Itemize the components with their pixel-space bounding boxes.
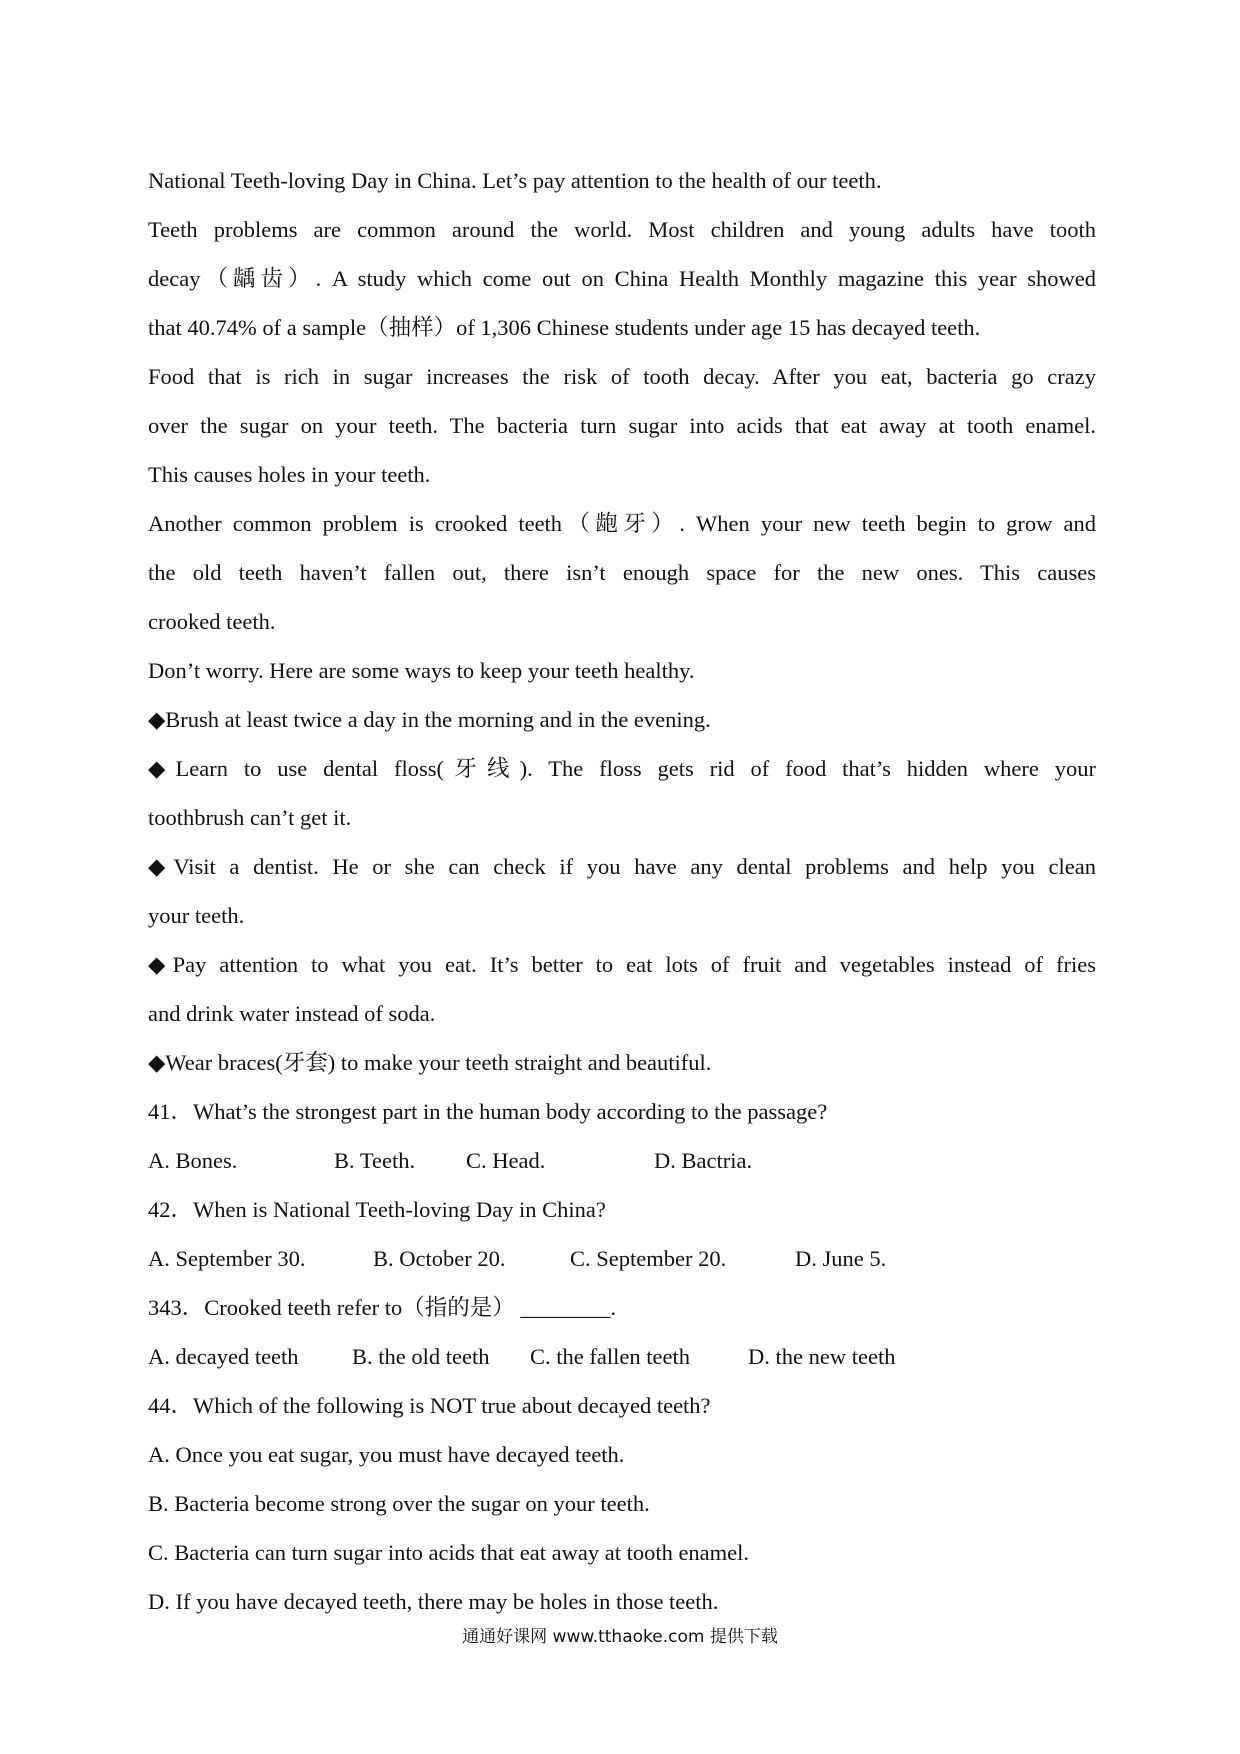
question-stem: 42．When is National Teeth-loving Day in China? (148, 1197, 606, 1222)
option-a: A. decayed teeth (148, 1344, 299, 1369)
passage-line: This causes holes in your teeth. (148, 462, 431, 487)
answer-options (148, 1332, 1096, 1381)
passage-line: over the sugar on your teeth. The bacteria turn sugar into acids that eat away at tooth enamel. (148, 413, 1096, 438)
option-d: D. the new teeth (748, 1344, 896, 1369)
passage-line: Teeth problems are common around the world. Most children and young adults have tooth (148, 217, 1096, 242)
option-b: B. Teeth. (334, 1148, 416, 1173)
question-42 (148, 1185, 1096, 1283)
option-c: C. September 20. (570, 1246, 727, 1271)
question-44 (148, 1381, 1096, 1626)
option-d: D. If you have decayed teeth, there may be holes in those teeth. (148, 1589, 719, 1614)
passage-line: Another common problem is crooked teeth（龅牙）. When your new teeth begin to grow and (148, 511, 1096, 536)
tip-item: ◆Pay attention to what you eat. It’s better to eat lots of fruit and vegetables instead of fries (148, 952, 1096, 977)
question-41 (148, 1087, 1096, 1185)
question-stem: 41．What’s the strongest part in the human body according to the passage? (148, 1099, 828, 1124)
option-a: A. Once you eat sugar, you must have decayed teeth. (148, 1442, 625, 1467)
option-d: D. June 5. (795, 1246, 887, 1271)
passage-line: the old teeth haven’t fallen out, there isn’t enough space for the new ones. This causes (148, 560, 1096, 585)
option-b: B. Bacteria become strong over the sugar on your teeth. (148, 1491, 650, 1516)
tip-item-continued: and drink water instead of soda. (148, 1001, 436, 1026)
passage-line: crooked teeth. (148, 609, 276, 634)
option-a: A. September 30. (148, 1246, 306, 1271)
passage (148, 156, 1096, 1087)
answer-options (148, 1234, 1096, 1283)
tip-item: ◆Visit a dentist. He or she can check if you have any dental problems and help you clean (148, 854, 1096, 879)
passage-line: Food that is rich in sugar increases the risk of tooth decay. After you eat, bacteria go crazy (148, 364, 1096, 389)
document-page (148, 156, 1096, 1626)
question-stem: 44．Which of the following is NOT true about decayed teeth? (148, 1393, 711, 1418)
page-footer: 通通好课网 www.tthaoke.com 提供下载 (462, 1627, 778, 1647)
question-43 (148, 1283, 1096, 1381)
tip-item-continued: your teeth. (148, 903, 245, 928)
option-d: D. Bactria. (654, 1148, 753, 1173)
option-b: B. October 20. (373, 1246, 506, 1271)
option-c: C. Bacteria can turn sugar into acids that eat away at tooth enamel. (148, 1540, 750, 1565)
passage-line: decay（龋齿）. A study which come out on China Health Monthly magazine this year showed (148, 266, 1096, 291)
tip-item: ◆Wear braces(牙套) to make your teeth straight and beautiful. (148, 1050, 712, 1075)
option-c: C. the fallen teeth (530, 1344, 690, 1369)
tip-item: ◆Brush at least twice a day in the morning and in the evening. (148, 707, 711, 732)
passage-line: Don’t worry. Here are some ways to keep your teeth healthy. (148, 658, 695, 683)
option-c: C. Head. (466, 1148, 546, 1173)
tip-item: ◆Learn to use dental floss(牙线). The floss gets rid of food that’s hidden where your (148, 756, 1096, 781)
question-stem: 343．Crooked teeth refer to（指的是） ________. (148, 1295, 617, 1320)
passage-line: National Teeth-loving Day in China. Let’s pay attention to the health of our teeth. (148, 168, 882, 193)
tip-item-continued: toothbrush can’t get it. (148, 805, 352, 830)
option-a: A. Bones. (148, 1148, 238, 1173)
passage-line: that 40.74% of a sample（抽样）of 1,306 Chinese students under age 15 has decayed teeth. (148, 315, 981, 340)
option-b: B. the old teeth (352, 1344, 490, 1369)
answer-options (148, 1136, 1096, 1185)
